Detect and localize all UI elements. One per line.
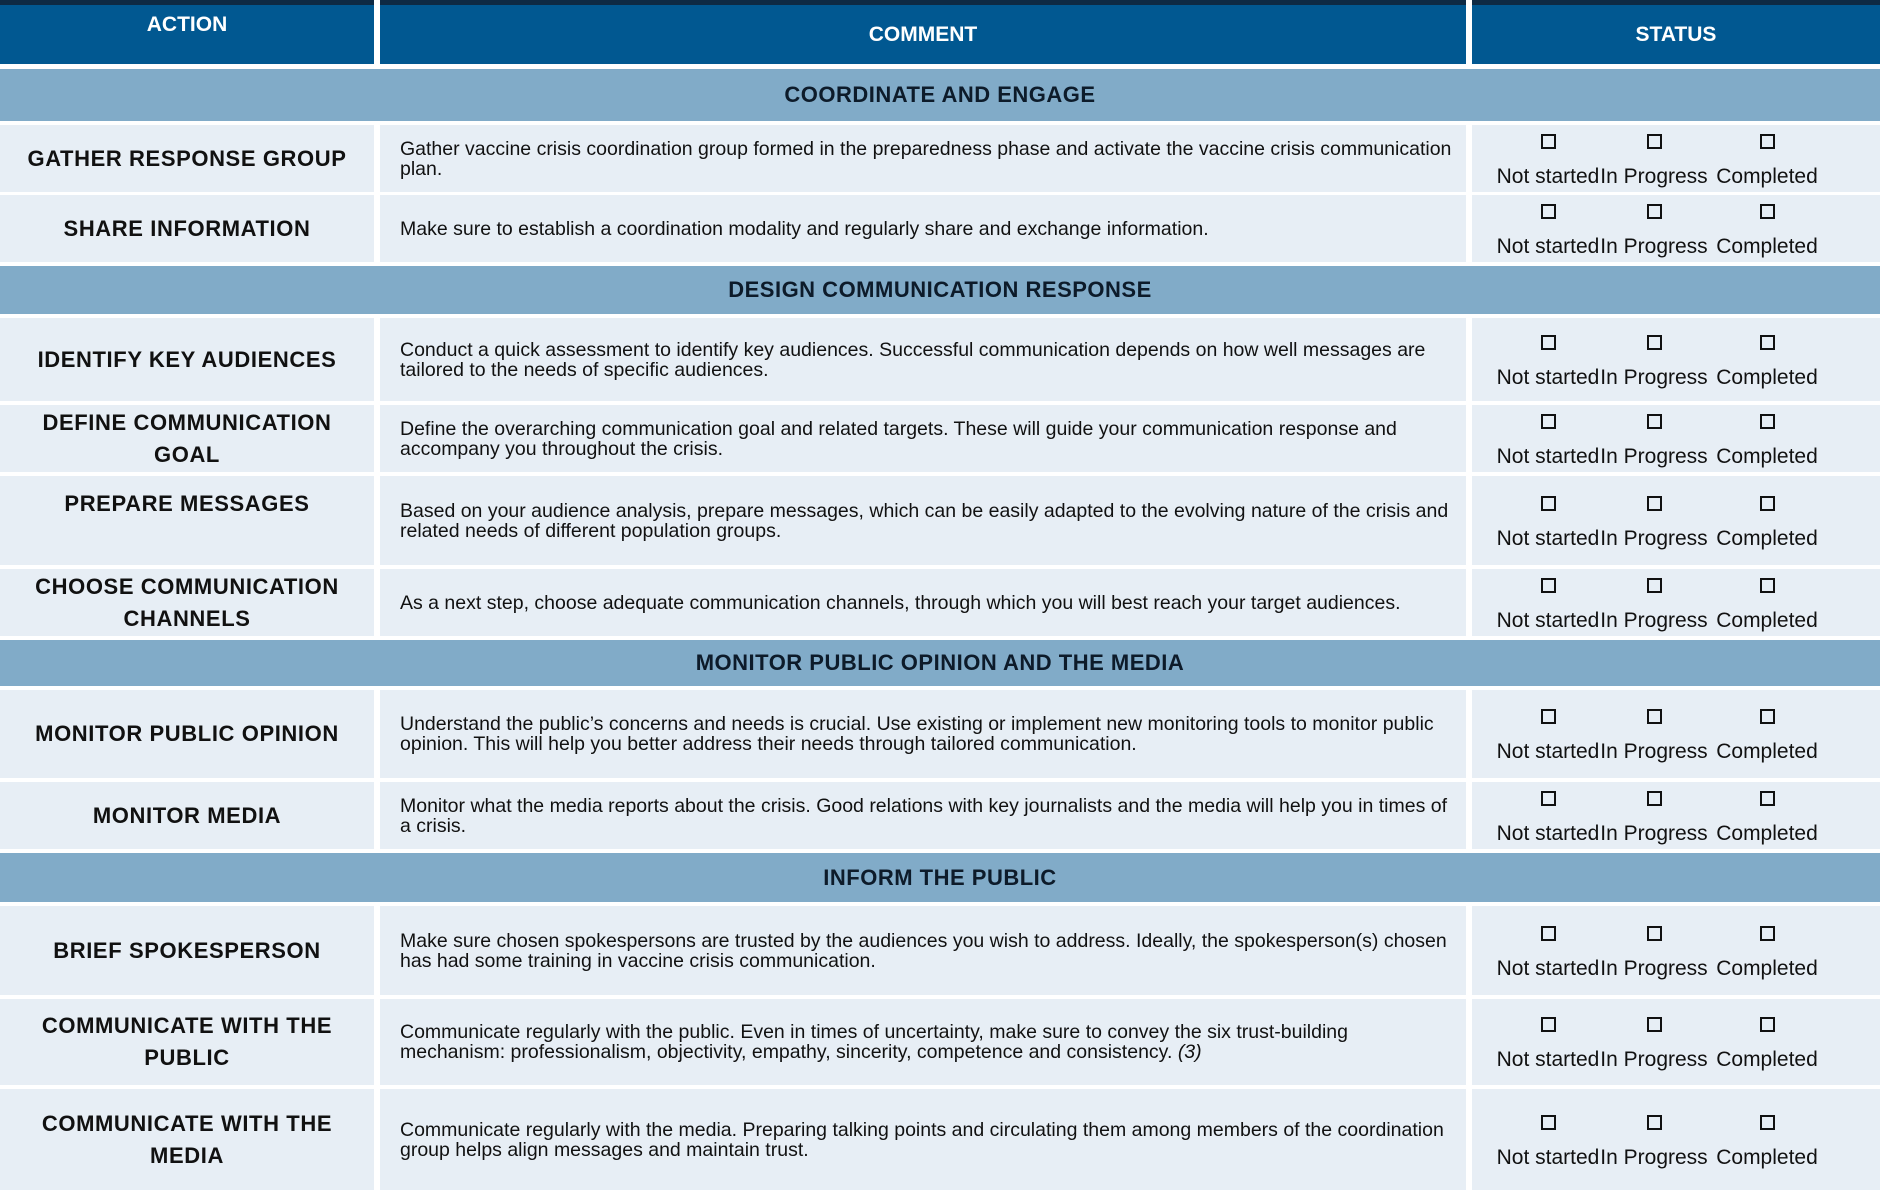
status-option-not-started[interactable] bbox=[1493, 335, 1603, 389]
comment-text bbox=[380, 569, 1466, 636]
status-option-completed[interactable] bbox=[1712, 335, 1822, 389]
comment-body bbox=[400, 931, 1452, 971]
status-option-in-progress[interactable] bbox=[1599, 335, 1709, 389]
section-header: DESIGN COMMUNICATION RESPONSE bbox=[0, 266, 1880, 314]
checkbox-label: In Progress bbox=[1600, 822, 1708, 845]
status-option-in-progress[interactable] bbox=[1599, 1115, 1709, 1169]
checkbox-label: Completed bbox=[1716, 235, 1818, 258]
status-options bbox=[1472, 1089, 1880, 1190]
status-option-not-started[interactable] bbox=[1493, 134, 1603, 188]
action-label: CHOOSE COMMUNICATION CHANNELS bbox=[0, 569, 374, 636]
checkbox-label: Not started bbox=[1496, 1146, 1600, 1169]
action-label: BRIEF SPOKESPERSON bbox=[0, 906, 374, 995]
checkbox-not-started[interactable] bbox=[1541, 709, 1556, 724]
status-option-in-progress[interactable] bbox=[1599, 496, 1709, 550]
checkbox-not-started[interactable] bbox=[1541, 335, 1556, 350]
comment-body bbox=[400, 1022, 1452, 1062]
action-label: PREPARE MESSAGES bbox=[0, 476, 374, 565]
checkbox-not-started[interactable] bbox=[1541, 134, 1556, 149]
status-option-not-started[interactable] bbox=[1493, 1017, 1603, 1071]
comment-text bbox=[380, 195, 1466, 262]
checkbox-completed[interactable] bbox=[1760, 204, 1775, 219]
status-option-completed[interactable] bbox=[1712, 1115, 1822, 1169]
status-options bbox=[1472, 999, 1880, 1085]
comment-text bbox=[380, 125, 1466, 192]
checkbox-label: In Progress bbox=[1600, 609, 1708, 632]
comment-body bbox=[400, 219, 1209, 239]
status-option-not-started[interactable] bbox=[1493, 709, 1603, 763]
checkbox-in-progress[interactable] bbox=[1647, 926, 1662, 941]
comment-content: Communicate regularly with the public. Even in times of uncertainty, make sure to convey the six trust-building mechanism: professionalism, objectivity, empathy, sincerity, competence and consistency. bbox=[400, 1021, 1348, 1063]
status-option-in-progress[interactable] bbox=[1599, 791, 1709, 845]
checkbox-not-started[interactable] bbox=[1541, 926, 1556, 941]
section-header: MONITOR PUBLIC OPINION AND THE MEDIA bbox=[0, 640, 1880, 686]
header-comment: COMMENT bbox=[380, 0, 1466, 64]
checkbox-label: Completed bbox=[1716, 1146, 1818, 1169]
comment-content: Define the overarching communication goal and related targets. These will guide your communication response and accompany you throughout the crisis. bbox=[400, 417, 1397, 460]
checkbox-label: In Progress bbox=[1600, 740, 1708, 763]
checkbox-not-started[interactable] bbox=[1541, 204, 1556, 219]
comment-content: Make sure to establish a coordination modality and regularly share and exchange information. bbox=[400, 217, 1209, 240]
status-options bbox=[1472, 476, 1880, 565]
checkbox-completed[interactable] bbox=[1760, 578, 1775, 593]
checkbox-in-progress[interactable] bbox=[1647, 791, 1662, 806]
checkbox-in-progress[interactable] bbox=[1647, 335, 1662, 350]
comment-text bbox=[380, 405, 1466, 472]
action-label: COMMUNICATE WITH THE MEDIA bbox=[0, 1089, 374, 1190]
header-action: ACTION bbox=[0, 0, 374, 64]
status-options bbox=[1472, 125, 1880, 192]
checkbox-in-progress[interactable] bbox=[1647, 1115, 1662, 1130]
checkbox-not-started[interactable] bbox=[1541, 578, 1556, 593]
checkbox-in-progress[interactable] bbox=[1647, 496, 1662, 511]
section-header: INFORM THE PUBLIC bbox=[0, 853, 1880, 902]
status-option-in-progress[interactable] bbox=[1599, 414, 1709, 468]
status-option-not-started[interactable] bbox=[1493, 578, 1603, 632]
status-options bbox=[1472, 318, 1880, 401]
status-option-in-progress[interactable] bbox=[1599, 134, 1709, 188]
comment-text bbox=[380, 318, 1466, 401]
checkbox-label: In Progress bbox=[1600, 235, 1708, 258]
checkbox-label: In Progress bbox=[1600, 1146, 1708, 1169]
action-label: GATHER RESPONSE GROUP bbox=[0, 125, 374, 192]
checkbox-in-progress[interactable] bbox=[1647, 414, 1662, 429]
checkbox-label: Not started bbox=[1496, 527, 1600, 550]
checkbox-label: Completed bbox=[1716, 527, 1818, 550]
checkbox-label: In Progress bbox=[1600, 445, 1708, 468]
status-option-not-started[interactable] bbox=[1493, 1115, 1603, 1169]
status-options bbox=[1472, 569, 1880, 636]
checkbox-not-started[interactable] bbox=[1541, 414, 1556, 429]
checkbox-in-progress[interactable] bbox=[1647, 134, 1662, 149]
checkbox-in-progress[interactable] bbox=[1647, 578, 1662, 593]
checkbox-in-progress[interactable] bbox=[1647, 709, 1662, 724]
checkbox-label: In Progress bbox=[1600, 1048, 1708, 1071]
status-option-not-started[interactable] bbox=[1493, 204, 1603, 258]
comment-content: Conduct a quick assessment to identify key audiences. Successful communication depends on how well messages are tailored to the needs of specific audiences. bbox=[400, 338, 1426, 381]
status-option-not-started[interactable] bbox=[1493, 791, 1603, 845]
checkbox-not-started[interactable] bbox=[1541, 791, 1556, 806]
status-option-completed[interactable] bbox=[1712, 926, 1822, 980]
checkbox-label: Not started bbox=[1496, 366, 1600, 389]
checkbox-label: Completed bbox=[1716, 740, 1818, 763]
checkbox-completed[interactable] bbox=[1760, 335, 1775, 350]
checkbox-completed[interactable] bbox=[1760, 414, 1775, 429]
status-option-completed[interactable] bbox=[1712, 578, 1822, 632]
checkbox-not-started[interactable] bbox=[1541, 1017, 1556, 1032]
comment-reference: (3) bbox=[1177, 1041, 1202, 1063]
checkbox-completed[interactable] bbox=[1760, 496, 1775, 511]
checkbox-label: Not started bbox=[1496, 609, 1600, 632]
comment-content: Communicate regularly with the media. Preparing talking points and circulating them among members of the coordination group helps align messages and maintain trust. bbox=[400, 1118, 1444, 1161]
status-option-completed[interactable] bbox=[1712, 709, 1822, 763]
checkbox-in-progress[interactable] bbox=[1647, 204, 1662, 219]
status-options bbox=[1472, 405, 1880, 472]
comment-text bbox=[380, 906, 1466, 995]
comment-body bbox=[400, 796, 1452, 836]
checkbox-label: Completed bbox=[1716, 609, 1818, 632]
comment-body bbox=[400, 1120, 1452, 1160]
comment-text bbox=[380, 999, 1466, 1085]
status-option-not-started[interactable] bbox=[1493, 414, 1603, 468]
comment-body bbox=[400, 419, 1452, 459]
comment-content: Based on your audience analysis, prepare messages, which can be easily adapted to the evolving nature of the crisis and related needs of different population groups. bbox=[400, 499, 1449, 542]
status-option-in-progress[interactable] bbox=[1599, 926, 1709, 980]
checkbox-label: In Progress bbox=[1600, 366, 1708, 389]
comment-text bbox=[380, 690, 1466, 778]
status-option-completed[interactable] bbox=[1712, 791, 1822, 845]
checkbox-label: In Progress bbox=[1600, 527, 1708, 550]
comment-body bbox=[400, 139, 1452, 179]
checkbox-label: Not started bbox=[1496, 740, 1600, 763]
action-label: DEFINE COMMUNICATION GOAL bbox=[0, 405, 374, 472]
comment-content: Gather vaccine crisis coordination group formed in the preparedness phase and activate the vaccine crisis communication plan. bbox=[400, 137, 1452, 180]
action-label: COMMUNICATE WITH THE PUBLIC bbox=[0, 999, 374, 1085]
checkbox-label: Completed bbox=[1716, 366, 1818, 389]
checkbox-completed[interactable] bbox=[1760, 1017, 1775, 1032]
checkbox-label: Not started bbox=[1496, 957, 1600, 980]
status-option-completed[interactable] bbox=[1712, 414, 1822, 468]
section-header: COORDINATE AND ENGAGE bbox=[0, 69, 1880, 121]
status-option-completed[interactable] bbox=[1712, 1017, 1822, 1071]
checkbox-label: Not started bbox=[1496, 445, 1600, 468]
checkbox-label: Not started bbox=[1496, 165, 1600, 188]
status-option-completed[interactable] bbox=[1712, 204, 1822, 258]
status-option-in-progress[interactable] bbox=[1599, 204, 1709, 258]
status-option-completed[interactable] bbox=[1712, 134, 1822, 188]
checkbox-not-started[interactable] bbox=[1541, 1115, 1556, 1130]
checkbox-label: Not started bbox=[1496, 1048, 1600, 1071]
checkbox-completed[interactable] bbox=[1760, 926, 1775, 941]
checkbox-label: Completed bbox=[1716, 1048, 1818, 1071]
comment-content: Monitor what the media reports about the crisis. Good relations with key journalists and the media will help you in times of a crisis. bbox=[400, 794, 1448, 837]
status-option-not-started[interactable] bbox=[1493, 926, 1603, 980]
comment-body bbox=[400, 714, 1452, 754]
action-label: IDENTIFY KEY AUDIENCES bbox=[0, 318, 374, 401]
checkbox-completed[interactable] bbox=[1760, 709, 1775, 724]
status-option-not-started[interactable] bbox=[1493, 496, 1603, 550]
comment-content: As a next step, choose adequate communication channels, through which you will best reach your target audiences. bbox=[400, 591, 1401, 614]
comment-text bbox=[380, 476, 1466, 565]
checkbox-label: Completed bbox=[1716, 957, 1818, 980]
checkbox-label: Completed bbox=[1716, 822, 1818, 845]
status-option-in-progress[interactable] bbox=[1599, 578, 1709, 632]
status-options bbox=[1472, 782, 1880, 849]
checkbox-completed[interactable] bbox=[1760, 791, 1775, 806]
header-status: STATUS bbox=[1472, 0, 1880, 64]
checkbox-label: In Progress bbox=[1600, 957, 1708, 980]
checkbox-in-progress[interactable] bbox=[1647, 1017, 1662, 1032]
comment-content: Make sure chosen spokespersons are trusted by the audiences you wish to address. Ideally, the spokesperson(s) chosen has had some training in vaccine crisis communication. bbox=[400, 929, 1447, 972]
checkbox-label: Not started bbox=[1496, 235, 1600, 258]
checkbox-label: Not started bbox=[1496, 822, 1600, 845]
checkbox-label: Completed bbox=[1716, 165, 1818, 188]
checkbox-not-started[interactable] bbox=[1541, 496, 1556, 511]
comment-body bbox=[400, 593, 1401, 613]
checkbox-label: Completed bbox=[1716, 445, 1818, 468]
checkbox-completed[interactable] bbox=[1760, 1115, 1775, 1130]
status-option-in-progress[interactable] bbox=[1599, 709, 1709, 763]
status-options bbox=[1472, 690, 1880, 778]
status-option-in-progress[interactable] bbox=[1599, 1017, 1709, 1071]
comment-content: Understand the public’s concerns and needs is crucial. Use existing or implement new monitoring tools to monitor public opinion. This will help you better address their needs through tailored communication. bbox=[400, 713, 1434, 755]
status-options bbox=[1472, 195, 1880, 262]
comment-body bbox=[400, 501, 1452, 541]
checkbox-completed[interactable] bbox=[1760, 134, 1775, 149]
action-label: MONITOR MEDIA bbox=[0, 782, 374, 849]
action-label: MONITOR PUBLIC OPINION bbox=[0, 690, 374, 778]
status-options bbox=[1472, 906, 1880, 995]
checkbox-label: In Progress bbox=[1600, 165, 1708, 188]
comment-text bbox=[380, 1089, 1466, 1190]
comment-text bbox=[380, 782, 1466, 849]
status-option-completed[interactable] bbox=[1712, 496, 1822, 550]
comment-body bbox=[400, 340, 1452, 380]
action-label: SHARE INFORMATION bbox=[0, 195, 374, 262]
